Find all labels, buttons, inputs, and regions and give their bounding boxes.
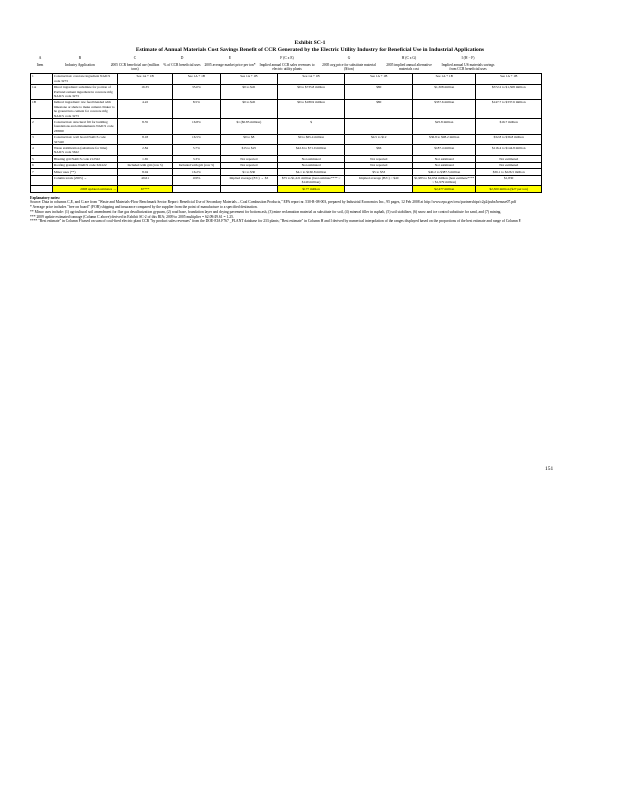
table-cell-i: $2,300 million ($27 per ton) bbox=[476, 186, 542, 192]
table-cell-f: Not estimated bbox=[277, 162, 345, 168]
table-cell-d: 16.2% bbox=[172, 169, 220, 175]
table-cell-item bbox=[31, 175, 53, 186]
table-cell-i: $32.8 to $36.8 million bbox=[476, 134, 542, 145]
table-cell-h: $25.8 million bbox=[413, 119, 476, 134]
table-cell-f: $4.1 to $160.8 million bbox=[277, 169, 345, 175]
table-cell-d: 100% bbox=[172, 175, 220, 186]
table-cell-g: $80 bbox=[345, 99, 413, 119]
table-cell-g: Implied average (H/C) ~ $40 bbox=[345, 175, 413, 186]
table-cell-e: $0 to $8 bbox=[220, 134, 277, 145]
table-cell-c: 1.65 bbox=[118, 156, 173, 162]
table-cell-i: $147.7 to $337.6 million bbox=[476, 99, 542, 119]
col-title: Industry Application bbox=[65, 62, 95, 67]
table-cell-app: Minor uses (**) bbox=[52, 169, 118, 175]
explanatory-notes bbox=[30, 196, 542, 224]
table-cell-item: 4 bbox=[31, 145, 53, 156]
table-cell-c: 4.22 bbox=[118, 99, 173, 119]
col-letter: E bbox=[228, 56, 232, 60]
table-cell-i: See 1A + 1B bbox=[476, 73, 542, 84]
table-cell-f: See 1A + 1B bbox=[277, 73, 345, 84]
document-page bbox=[30, 40, 590, 224]
table-cell-f: $177 million bbox=[277, 186, 345, 192]
col-letter: H (C x G) bbox=[401, 56, 417, 60]
table-cell-item bbox=[31, 186, 53, 192]
note-line: ** Minor uses include: (1) agricultural soil amendment for flue gas desulfurization gypsum, (2) road base, foundation layer and drying pavement for bottom ash, (3) mine reclamation material as substitute for soil, (4) mineral filler in asphalt, (5) soil stabilizer, (6) snow and ice control substitute for sand, and (7) mining. bbox=[30, 209, 502, 214]
note-line: * Average price includes "free on board" (FOB) shipping and insurance compared by the supplier from the point of manufacture to a specified destination. bbox=[30, 205, 258, 210]
table-row bbox=[31, 84, 542, 99]
note-line: Source: Data in columns C,E, and G are from "Waste and Materials-Flow Benchmark Sector Report: Beneficial Use of Secondary Materials – Coal Combustion Products," EPA report nr. 530-R-08-003, prepared by Industrial Economics Inc., 95 pages, 12 Feb 2008 at http://www.epa.gov/osw/partnerships/c2p2/pubs/benuse07.pdf bbox=[30, 200, 517, 205]
table-cell-h: Not estimated bbox=[413, 156, 476, 162]
table-cell-h: See 1A + 1B bbox=[413, 73, 476, 84]
table-cell-h: Not estimated bbox=[413, 162, 476, 168]
table-cell-d: 16.5% bbox=[172, 134, 220, 145]
table-cell-h: $1,308 million bbox=[413, 84, 476, 99]
col-letter: G bbox=[347, 56, 351, 60]
col-title: Implied annual CCR sales revenues to electric utility plants bbox=[259, 62, 315, 72]
table-cell-item: 5 bbox=[31, 156, 53, 162]
table-cell-c: 16.35 bbox=[118, 84, 173, 99]
note-line: *** 2009 update estimated tonnage (Column C above) derived in Exhibit SC-2 of this RIA; 2009 to 2005 multiplier = 62.09/49.61 = 1.25. bbox=[30, 214, 234, 219]
exhibit-title: Exhibit SC-1 bbox=[294, 40, 326, 46]
exhibit-subtitle: Estimate of Annual Materials Cost Savings Benefit of CCR Generated by the Electric Utility Industry for Beneficial Use in Industrial Applications bbox=[135, 47, 485, 53]
table-cell-c: 8.35 bbox=[118, 119, 173, 134]
table-cell-f: $0 to $65.4 million bbox=[277, 134, 345, 145]
table-cell-app: Construction: concrete ingredient NAICS code 3273 bbox=[52, 73, 118, 84]
table-cell-f: $ bbox=[277, 119, 345, 134]
notes-heading: Explanatory notes: bbox=[30, 195, 61, 200]
table-cell-f: Not estimated bbox=[277, 156, 345, 162]
table-cell-e: Implied average (F/C) → $3 bbox=[220, 175, 277, 186]
table-cell-c: See 1A + 1B bbox=[118, 73, 173, 84]
page-number: 151 bbox=[545, 466, 554, 472]
table-cell-d: 16.8% bbox=[172, 119, 220, 134]
col-letter: D bbox=[180, 56, 184, 60]
column-letter-header bbox=[30, 56, 590, 61]
table-cell-item: 2 bbox=[31, 119, 53, 134]
col-title: Item bbox=[36, 62, 44, 67]
table-cell-e bbox=[220, 186, 277, 192]
table-cell-d: 35.0% bbox=[172, 84, 220, 99]
table-cell-app: 2008 updated estimates → bbox=[52, 186, 118, 192]
col-letter: C bbox=[133, 56, 137, 60]
col-title: 2005 CCR beneficial use (million tons) bbox=[110, 62, 160, 72]
table-cell-item: 1B bbox=[31, 99, 53, 119]
table-cell-e: Not reported bbox=[220, 156, 277, 162]
table-row bbox=[31, 175, 542, 186]
table-cell-e: $1 to $30 bbox=[220, 169, 277, 175]
table-cell-d: Included with grit (row 5) bbox=[172, 162, 220, 168]
table-cell-f: $0 to $189.9 million bbox=[277, 99, 345, 119]
table-cell-e: $0 to $45 bbox=[220, 84, 277, 99]
table-cell-g: $5 to $53 bbox=[345, 169, 413, 175]
table-cell-h: $2,477 million bbox=[413, 186, 476, 192]
table-cell-e: $0 to $45 bbox=[220, 99, 277, 119]
table-cell-g bbox=[345, 119, 413, 134]
table-cell-item: 1A bbox=[31, 84, 53, 99]
table-cell-g: See 1A + 1B bbox=[345, 73, 413, 84]
savings-table bbox=[30, 73, 542, 193]
table-row bbox=[31, 145, 542, 156]
col-title: 2005 implied annual alternative materials cost bbox=[386, 62, 432, 72]
table-cell-d bbox=[172, 186, 220, 192]
table-cell-app: Direct ingredient: substitute for portion of Portland cement ingredient in concrete mfg NAICS code 3273 bbox=[52, 84, 118, 99]
table-cell-c: 67*** bbox=[118, 186, 173, 192]
table-cell-i: $116.4 to $144.8 million bbox=[476, 145, 542, 156]
col-title: Implied annual US materials savings from CCR beneficial uses bbox=[441, 62, 495, 72]
table-cell-app: Indirect ingredient: raw feed blended with limestone or shale to make cement clinker to be ground into cement for concrete mfg NAICS code 3273 bbox=[52, 99, 118, 119]
table-cell-c: 2.84 bbox=[118, 145, 173, 156]
table-cell-g: $80 bbox=[345, 84, 413, 99]
column-title-header bbox=[30, 63, 590, 72]
table-cell-item: 7 bbox=[31, 169, 53, 175]
table-cell-item: 1 bbox=[31, 73, 53, 84]
table-cell-f: $42.6 to $71.0 million bbox=[277, 145, 345, 156]
table-cell-h: $36.8 to $98.2 million bbox=[413, 134, 476, 145]
col-title: % of CCR beneficial uses bbox=[163, 62, 201, 67]
table-cell-i: $572.2 to $1,308 million bbox=[476, 84, 542, 99]
table-cell-h: $1,983 to $2,654 million (best estimate**** ~ $1,979 million) bbox=[414, 176, 475, 185]
table-cell-f: $75 to $1,221 million (best estimate**** ~ $149 million) bbox=[277, 175, 345, 186]
table-row bbox=[31, 119, 542, 134]
table-cell-g: $66 bbox=[345, 145, 413, 156]
table-cell-g: Not reported bbox=[345, 156, 413, 162]
table-cell-i: Not estimated bbox=[476, 162, 542, 168]
table-cell-i: $1,830 bbox=[476, 175, 542, 186]
col-title: 2005 avg price for substitute material ($/ton) bbox=[322, 62, 376, 72]
col-letter: B bbox=[78, 56, 82, 60]
table-cell-e: Not reported bbox=[220, 162, 277, 168]
table-row bbox=[31, 73, 542, 84]
table-cell-app: Construction: wall board NAICS code 327420 bbox=[52, 134, 118, 145]
table-cell-e: $15 to $25 bbox=[220, 145, 277, 156]
table-cell-d: 8.5% bbox=[172, 99, 220, 119]
table-cell-app: Construction: structural fill for building foundations and embankments NAICS code 238000 bbox=[52, 119, 118, 134]
table-cell-c: Included with grit (row 5) bbox=[118, 162, 173, 168]
table-row bbox=[31, 134, 542, 145]
table-cell-c: 49.61 bbox=[118, 175, 173, 186]
note-line: **** "Best estimate" in Column F based on sum of coal-fired electric plant CCR "by product sales revenues" from the DOE-EIA F767 _PLANT database for 233 plants; "Best estimate" in Column H and I derived by numerical interpolation of the ranges displayed based on the proportions of the best estimate and range of Column F. bbox=[30, 219, 522, 224]
table-cell-g: Not reported bbox=[345, 162, 413, 168]
table-cell-h: $337.6 million bbox=[413, 99, 476, 119]
table-cell-i: $16.7 million bbox=[476, 119, 542, 134]
col-letter: A bbox=[38, 56, 42, 60]
table-cell-h: $187.4 million bbox=[413, 145, 476, 156]
table-cell-g: $4.5 to $12 bbox=[345, 134, 413, 145]
table-cell-d: 3.3% bbox=[172, 156, 220, 162]
col-letter: I (H − F) bbox=[461, 56, 475, 60]
table-cell-app: Column totals (2005) → bbox=[52, 175, 118, 186]
table-cell-e: $1 ($0.85 million) bbox=[220, 119, 277, 134]
table-row bbox=[31, 186, 542, 192]
table-cell-item: 3 bbox=[31, 134, 53, 145]
table-cell-i: $36.1 to $226.5 million bbox=[476, 169, 542, 175]
table-cell-i: Not estimated bbox=[476, 156, 542, 162]
table-cell-app: Waste stabilization (substitute for lime) NAICS code 5622 bbox=[52, 145, 118, 156]
table-cell-d: See 1A + 1B bbox=[172, 73, 220, 84]
table-row bbox=[31, 99, 542, 119]
table-cell-g bbox=[345, 186, 413, 192]
col-title: 2005 average market price per ton* bbox=[204, 62, 256, 67]
table-cell-e: See 1A + 1B bbox=[220, 73, 277, 84]
table-cell-item: 6 bbox=[31, 162, 53, 168]
table-cell-app: Blasting grit NAICS code 212322 bbox=[52, 156, 118, 162]
table-cell-h: $40.2 to $387.5 million bbox=[413, 169, 476, 175]
table-cell-c: 8.04 bbox=[118, 169, 173, 175]
table-cell-app: Roofing granules NAICS code 324122 bbox=[52, 162, 118, 168]
table-cell-f: $0 to $735.8 million bbox=[277, 84, 345, 99]
table-cell-c: 8.18 bbox=[118, 134, 173, 145]
table-cell-d: 5.7% bbox=[172, 145, 220, 156]
col-letter: F (C x E) bbox=[280, 56, 294, 60]
